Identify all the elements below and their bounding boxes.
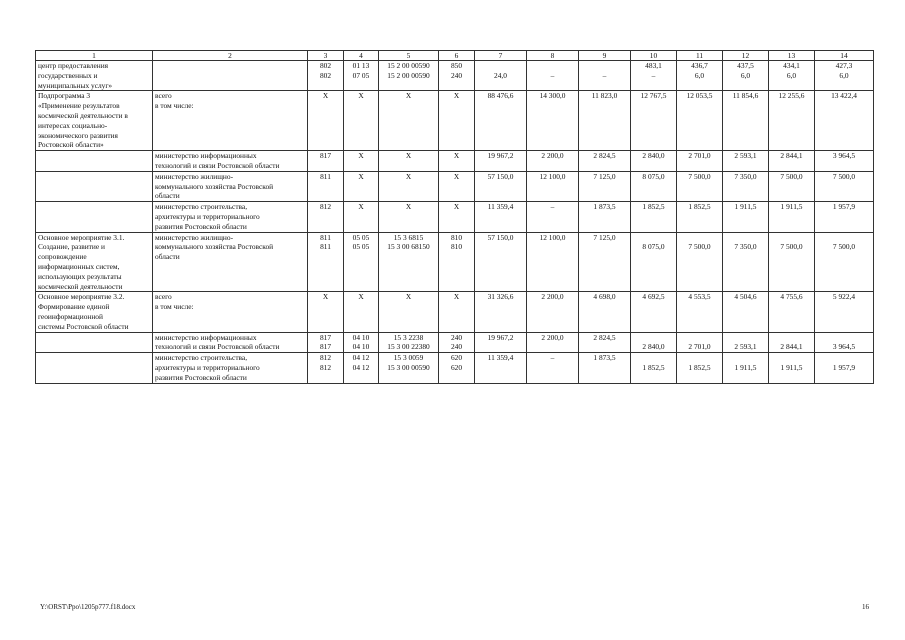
table-cell: 817 817 (308, 332, 344, 353)
table-row (36, 202, 874, 232)
table-cell: 04 12 04 12 (344, 353, 379, 383)
table-cell: 19 967,2 (475, 151, 527, 172)
table-row (36, 232, 874, 292)
table-cell: 11 359,4 (475, 202, 527, 232)
column-header: 13 (769, 51, 815, 61)
table-cell: 12 053,5 (677, 91, 723, 151)
table-cell: X (439, 151, 475, 172)
table-cell: 434,1 6,0 (769, 61, 815, 91)
file-path: Y:\ORST\Ppo\1205p777.f18.docx (40, 603, 136, 611)
table-cell: Основное мероприятие 3.1. Создание, развитие и сопровождение информационных систем, использующих результаты космической деятельности (36, 232, 153, 292)
table-cell: 812 (308, 202, 344, 232)
table-cell: 850 240 (439, 61, 475, 91)
table-cell: 802 802 (308, 61, 344, 91)
table-cell: 1 852,5 (631, 353, 677, 383)
table-cell: X (439, 292, 475, 332)
table-cell: 1 873,5 (579, 202, 631, 232)
table-cell: X (439, 202, 475, 232)
table-cell: 11 359,4 (475, 353, 527, 383)
column-header: 4 (344, 51, 379, 61)
table-cell: всего в том числе: (153, 91, 308, 151)
table-cell: 2 200,0 (527, 332, 579, 353)
table-cell: 7 125,0 (579, 171, 631, 201)
page-number: 16 (862, 603, 869, 611)
table-cell: 437,5 6,0 (723, 61, 769, 91)
table-cell: 483,1 – (631, 61, 677, 91)
table-cell: 15 3 6815 15 3 00 68150 (379, 232, 439, 292)
table-cell: X (344, 171, 379, 201)
table-cell: X (379, 151, 439, 172)
table-cell: 4 692,5 (631, 292, 677, 332)
table-cell: X (344, 151, 379, 172)
table-cell: 2 593,1 (723, 332, 769, 353)
table-row (36, 332, 874, 353)
table-cell: X (344, 91, 379, 151)
table-cell (36, 202, 153, 232)
table-cell: 12 767,5 (631, 91, 677, 151)
table-cell: 13 422,4 (815, 91, 874, 151)
column-header: 9 (579, 51, 631, 61)
table-cell: 817 (308, 151, 344, 172)
table-row (36, 91, 874, 151)
table-cell: 1 911,5 (723, 202, 769, 232)
table-cell: 12 255,6 (769, 91, 815, 151)
table-cell: 88 476,6 (475, 91, 527, 151)
table-cell: 1 911,5 (723, 353, 769, 383)
table-cell: 57 150,0 (475, 232, 527, 292)
table-cell: 427,3 6,0 (815, 61, 874, 91)
table-cell: 7 500,0 (815, 171, 874, 201)
table-cell: 620 620 (439, 353, 475, 383)
table-row (36, 151, 874, 172)
column-header: 14 (815, 51, 874, 61)
table-cell (36, 353, 153, 383)
table-cell: 1 957,9 (815, 353, 874, 383)
table-cell: 7 350,0 (723, 171, 769, 201)
table-cell: – (579, 61, 631, 91)
table-cell: 240 240 (439, 332, 475, 353)
column-header: 3 (308, 51, 344, 61)
table-cell: X (308, 292, 344, 332)
table-cell: Подпрограмма 3 «Применение результатов космической деятельности в интересах социально- экономического развития Ростовской области» (36, 91, 153, 151)
table-cell: 19 967,2 (475, 332, 527, 353)
table-cell: 2 844,1 (769, 332, 815, 353)
table-cell: 2 593,1 (723, 151, 769, 172)
table-cell: X (379, 91, 439, 151)
table-cell: – (527, 202, 579, 232)
table-cell: X (439, 171, 475, 201)
table-cell: X (308, 91, 344, 151)
table-cell: 2 200,0 (527, 292, 579, 332)
table-cell: X (379, 202, 439, 232)
column-header: 7 (475, 51, 527, 61)
table-cell: 01 13 07 05 (344, 61, 379, 91)
table-cell: 1 852,5 (677, 353, 723, 383)
table-cell: центр предоставления государственных и муниципальных услуг» (36, 61, 153, 91)
table-cell: 811 811 (308, 232, 344, 292)
table-cell: 4 504,6 (723, 292, 769, 332)
table-cell: всего в том числе: (153, 292, 308, 332)
table-cell: 7 350,0 (723, 232, 769, 292)
table-cell (36, 151, 153, 172)
table-cell: 15 3 2238 15 3 00 22380 (379, 332, 439, 353)
table-cell: министерство строительства, архитектуры и территориального развития Ростовской области (153, 353, 308, 383)
table-cell: 2 824,5 (579, 151, 631, 172)
table-cell: 7 500,0 (815, 232, 874, 292)
table-cell: 7 500,0 (769, 171, 815, 201)
table-cell (153, 61, 308, 91)
table-cell: – (527, 61, 579, 91)
table-cell: 436,7 6,0 (677, 61, 723, 91)
table-cell: 4 698,0 (579, 292, 631, 332)
table-cell: 7 500,0 (677, 171, 723, 201)
table-cell: 12 100,0 (527, 171, 579, 201)
table-cell: 3 964,5 (815, 332, 874, 353)
table-cell: 1 911,5 (769, 202, 815, 232)
header-row (36, 51, 874, 61)
table-cell: 4 553,5 (677, 292, 723, 332)
table-cell: 4 755,6 (769, 292, 815, 332)
table-cell: 8 075,0 (631, 171, 677, 201)
table-cell: X (344, 202, 379, 232)
table-cell: 2 840,0 (631, 151, 677, 172)
table-cell: 811 (308, 171, 344, 201)
table-cell: 12 100,0 (527, 232, 579, 292)
table-cell: 04 10 04 10 (344, 332, 379, 353)
budget-table (35, 50, 874, 384)
table-cell: 2 844,1 (769, 151, 815, 172)
table-cell: 14 300,0 (527, 91, 579, 151)
table-cell: 7 500,0 (677, 232, 723, 292)
table-cell: – (527, 353, 579, 383)
table-cell (36, 332, 153, 353)
table-cell: X (379, 292, 439, 332)
column-header: 8 (527, 51, 579, 61)
table-cell: 810 810 (439, 232, 475, 292)
table-cell: министерство строительства, архитектуры и территориального развития Ростовской области (153, 202, 308, 232)
table-row (36, 353, 874, 383)
table-cell: 812 812 (308, 353, 344, 383)
table-row (36, 292, 874, 332)
table-cell: министерство информационных технологий и связи Ростовской области (153, 332, 308, 353)
table-cell: 11 823,0 (579, 91, 631, 151)
table-cell: 8 075,0 (631, 232, 677, 292)
table-cell: 7 500,0 (769, 232, 815, 292)
column-header: 5 (379, 51, 439, 61)
table-cell: 1 873,5 (579, 353, 631, 383)
table-cell: 2 200,0 (527, 151, 579, 172)
table-row (36, 61, 874, 91)
column-header: 2 (153, 51, 308, 61)
column-header: 1 (36, 51, 153, 61)
column-header: 12 (723, 51, 769, 61)
table-cell: 57 150,0 (475, 171, 527, 201)
table-cell: 31 326,6 (475, 292, 527, 332)
table-row (36, 171, 874, 201)
table-cell (36, 171, 153, 201)
table-cell: 11 854,6 (723, 91, 769, 151)
table-cell: министерство информационных технологий и связи Ростовской области (153, 151, 308, 172)
table-cell: X (439, 91, 475, 151)
table-cell: 15 3 0059 15 3 00 00590 (379, 353, 439, 383)
table-cell: 05 05 05 05 (344, 232, 379, 292)
table-cell: 1 852,5 (631, 202, 677, 232)
table-cell: X (379, 171, 439, 201)
table-cell: министерство жилищно- коммунального хозяйства Ростовской области (153, 171, 308, 201)
column-header: 6 (439, 51, 475, 61)
table-cell: 1 852,5 (677, 202, 723, 232)
table-cell: министерство жилищно- коммунального хозяйства Ростовской области (153, 232, 308, 292)
table-cell: 7 125,0 (579, 232, 631, 292)
table-cell: 5 922,4 (815, 292, 874, 332)
column-header: 11 (677, 51, 723, 61)
table-cell: 2 701,0 (677, 332, 723, 353)
table-cell: 15 2 00 00590 15 2 00 00590 (379, 61, 439, 91)
table-cell: 1 957,9 (815, 202, 874, 232)
table-cell: 2 701,0 (677, 151, 723, 172)
column-header: 10 (631, 51, 677, 61)
table-cell: 2 840,0 (631, 332, 677, 353)
table-cell: 1 911,5 (769, 353, 815, 383)
table-cell: 24,0 (475, 61, 527, 91)
table-cell: 2 824,5 (579, 332, 631, 353)
table-cell: 3 964,5 (815, 151, 874, 172)
table-cell: Основное мероприятие 3.2. Формирование единой геоинформационной системы Ростовской области (36, 292, 153, 332)
table-cell: X (344, 292, 379, 332)
